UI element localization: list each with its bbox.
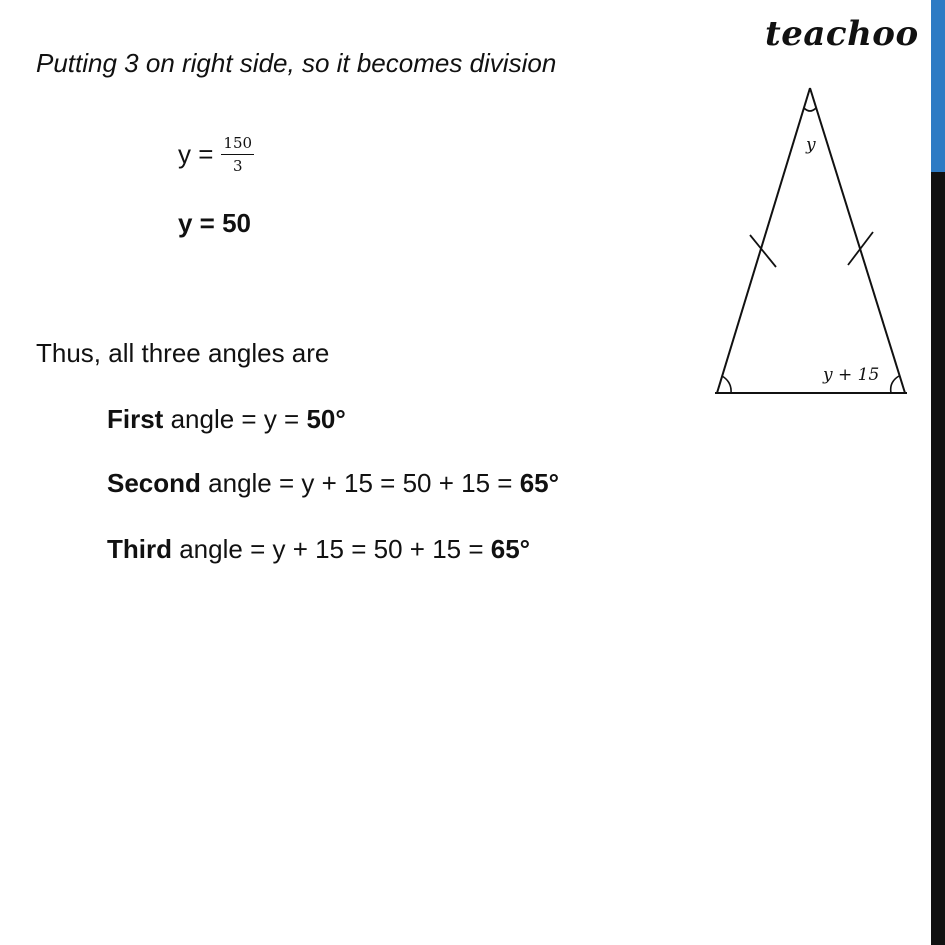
triangle-left-side — [717, 88, 810, 393]
angle-row-third — [107, 534, 530, 565]
step-intro-text: Putting 3 on right side, so it becomes division — [36, 48, 557, 78]
angle-expression: angle = y + 15 = 50 + 15 = — [200, 468, 520, 498]
angle-value: 65° — [519, 468, 560, 498]
angle-name: Third — [107, 534, 172, 564]
angle-expression: angle = y + 15 = 50 + 15 = — [172, 534, 491, 564]
apex-angle-arc — [804, 108, 816, 111]
right-edge-accent — [931, 0, 945, 172]
base-right-angle-arc — [891, 376, 899, 393]
fraction-numerator: 150 — [221, 134, 254, 155]
base-left-angle-arc — [722, 376, 731, 393]
triangle-diagram — [705, 80, 920, 410]
result-equation: y = 50 — [178, 208, 252, 238]
angle-name: First — [107, 404, 164, 434]
equation-lhs: y = — [178, 139, 214, 169]
triangle-right-side — [810, 88, 905, 393]
angle-row-second — [107, 468, 559, 499]
angle-name: Second — [107, 468, 201, 498]
fraction-denominator: 3 — [232, 157, 243, 175]
angle-value: 65° — [490, 534, 531, 564]
division-equation — [178, 134, 254, 175]
fraction — [221, 134, 254, 175]
apex-angle-label: y — [806, 135, 816, 155]
angle-row-first — [107, 404, 346, 435]
conclusion-heading: Thus, all three angles are — [36, 338, 330, 368]
angle-expression: angle = y = — [163, 404, 307, 434]
base-angle-label: y + 15 — [823, 365, 880, 385]
teachoo-logo: teachoo — [765, 14, 919, 54]
angle-value: 50° — [306, 404, 346, 434]
right-side-tick — [848, 232, 873, 265]
isosceles-triangle-figure — [705, 80, 920, 410]
